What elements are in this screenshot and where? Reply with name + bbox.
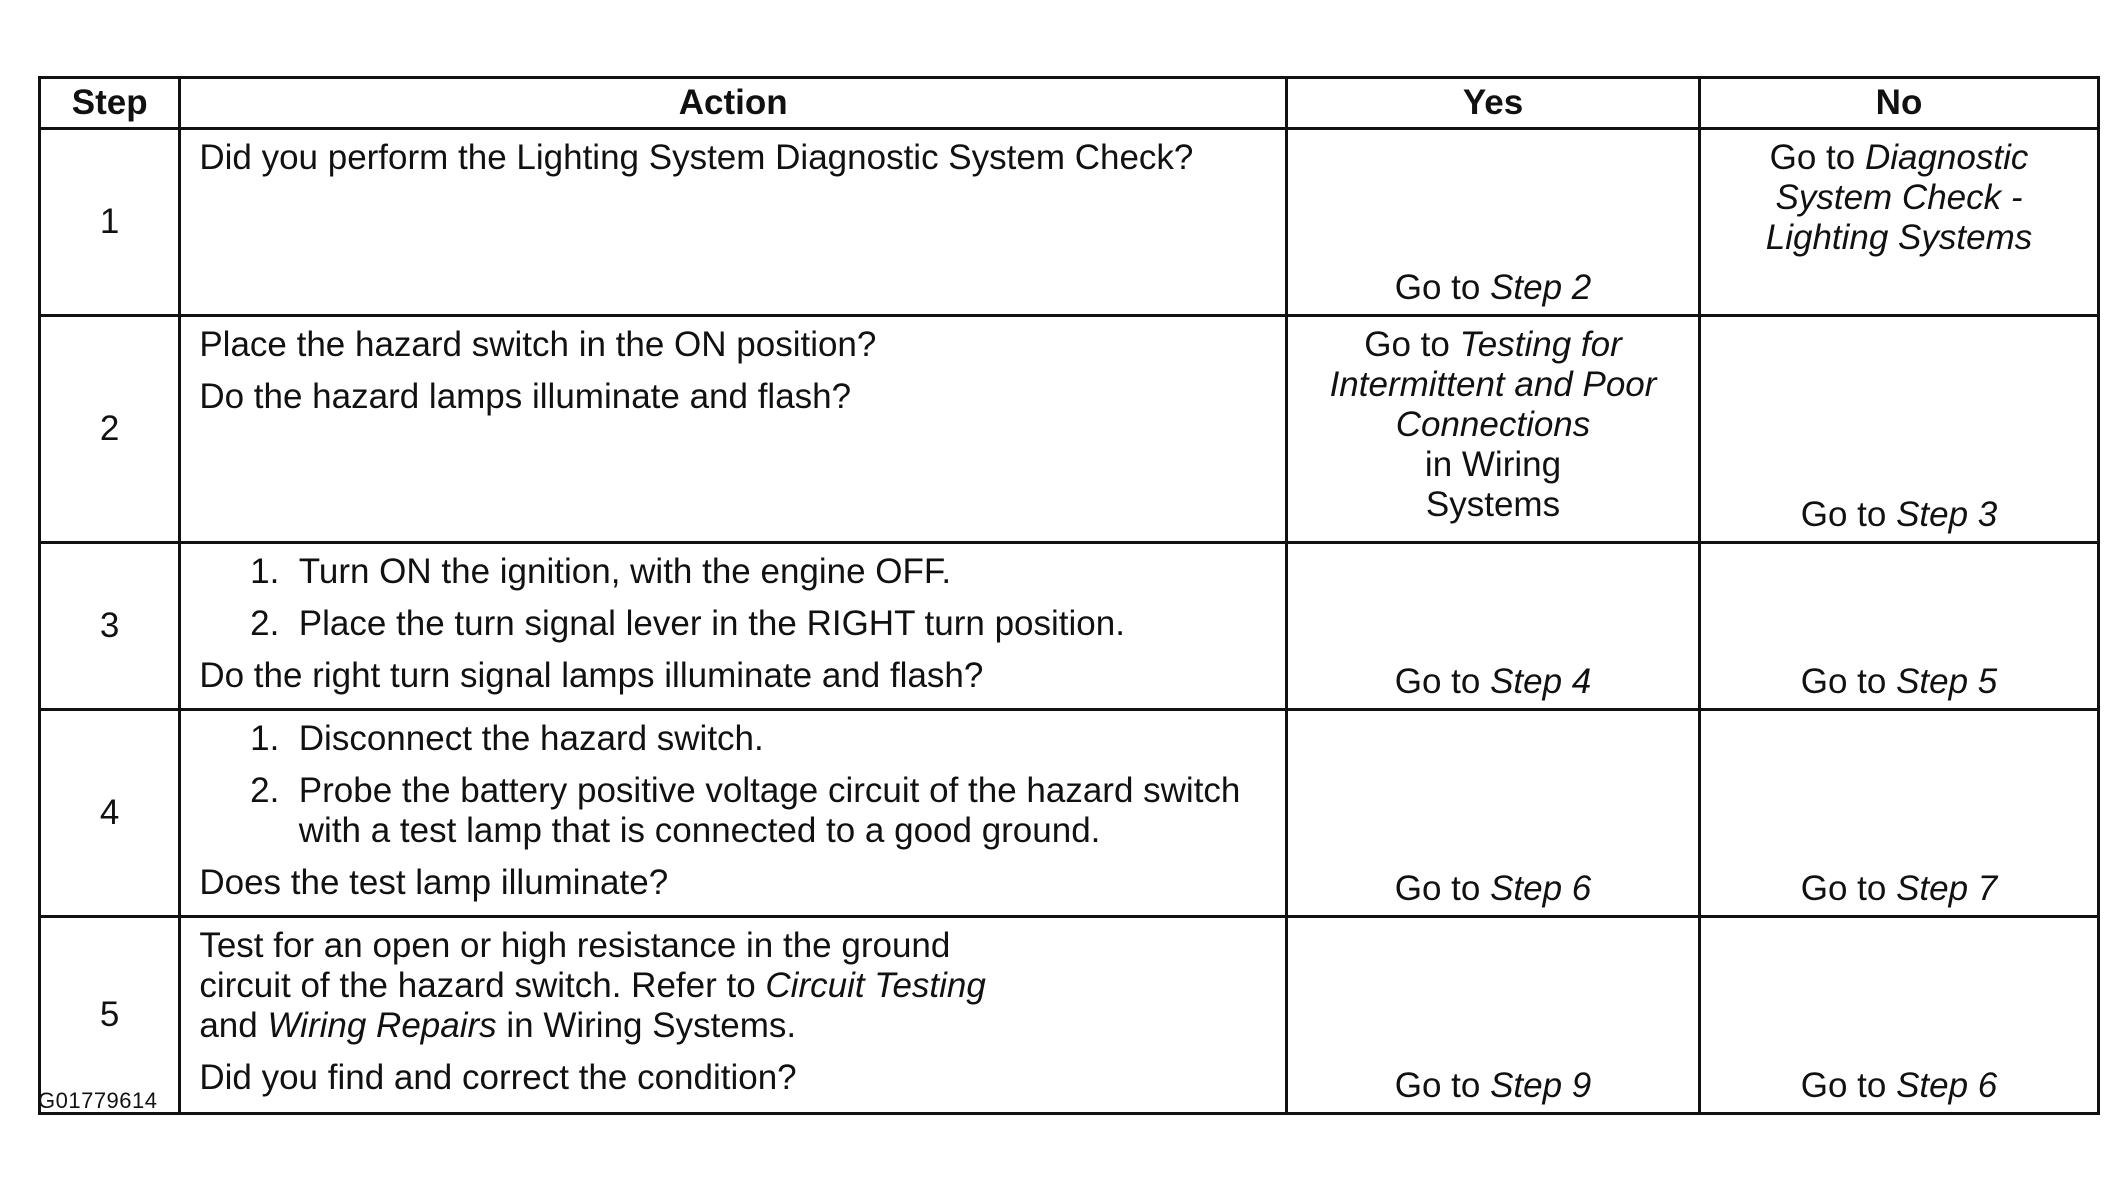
action-cell (180, 710, 1287, 917)
no-link[interactable]: Diagnostic System Check - Lighting Systems (1765, 138, 2033, 257)
action-question: Does the test lamp illuminate? (199, 863, 669, 902)
diagnostic-table (38, 76, 2100, 1115)
list-item (199, 604, 1271, 644)
action-cell (180, 129, 1287, 316)
header-step: Step (40, 78, 180, 129)
yes-link[interactable]: Step 9 (1490, 1066, 1592, 1105)
yes-cell (1287, 917, 1700, 1114)
action-text: Place the hazard switch in the ON position? (199, 325, 877, 364)
no-cell (1700, 543, 2099, 710)
no-prefix: Go to (1800, 869, 1897, 908)
action-question: Do the right turn signal lamps illuminate and flash? (199, 656, 984, 695)
table-row (40, 129, 2099, 316)
list-number: 1. (250, 719, 280, 758)
table-row (40, 316, 2099, 543)
action-cell (180, 917, 1287, 1114)
yes-cell (1287, 316, 1700, 543)
action-text-c: in Wiring Systems. (496, 1006, 797, 1045)
step-number: 2 (40, 316, 180, 543)
no-prefix: Go to (1769, 138, 1865, 177)
no-cell (1700, 129, 2099, 316)
header-row (40, 78, 2099, 129)
header-no: No (1700, 78, 2099, 129)
step-number: 1 (40, 129, 180, 316)
yes-cell (1287, 129, 1700, 316)
action-steps (199, 719, 1271, 851)
no-prefix: Go to (1800, 662, 1897, 701)
action-question: Do the hazard lamps illuminate and flash? (199, 377, 852, 416)
step-number: 4 (40, 710, 180, 917)
table-row (40, 543, 2099, 710)
yes-prefix: Go to (1394, 662, 1491, 701)
no-cell (1700, 316, 2099, 543)
yes-link[interactable]: Step 2 (1490, 268, 1592, 307)
no-cell (1700, 710, 2099, 917)
list-item (199, 552, 1271, 592)
no-link[interactable]: Step 3 (1896, 495, 1998, 534)
list-text: Disconnect the hazard switch. (298, 719, 764, 758)
list-item (199, 719, 1271, 759)
list-number: 1. (250, 552, 280, 591)
list-text: Place the turn signal lever in the RIGHT turn position. (298, 604, 1125, 643)
figure-id: G01779614 (38, 1088, 158, 1113)
yes-link[interactable]: Testing for Intermittent and Poor Connections (1329, 325, 1657, 444)
yes-cell (1287, 543, 1700, 710)
action-text (199, 926, 1271, 1046)
no-link[interactable]: Step 5 (1896, 662, 1998, 701)
list-text: Probe the battery positive voltage circuit of the hazard switch with a test lamp that is connected to a good ground. (298, 771, 1241, 850)
no-link[interactable]: Step 6 (1896, 1066, 1998, 1105)
yes-suffix: in Wiring Systems (1424, 445, 1562, 524)
list-text: Turn ON the ignition, with the engine OFF. (298, 552, 952, 591)
yes-cell (1287, 710, 1700, 917)
action-text-b: and (199, 1006, 268, 1045)
table-row (40, 917, 2099, 1114)
table-row (40, 710, 2099, 917)
action-cell (180, 316, 1287, 543)
action-steps (199, 552, 1271, 644)
step-number: 3 (40, 543, 180, 710)
yes-prefix: Go to (1394, 268, 1491, 307)
circuit-testing-link[interactable]: Circuit Testing (765, 966, 986, 1005)
no-cell (1700, 917, 2099, 1114)
no-prefix: Go to (1800, 1066, 1897, 1105)
yes-link[interactable]: Step 4 (1490, 662, 1592, 701)
action-question: Did you find and correct the condition? (199, 1058, 797, 1097)
header-yes: Yes (1287, 78, 1700, 129)
yes-link[interactable]: Step 6 (1490, 869, 1592, 908)
step-number: 5 (40, 917, 180, 1114)
no-link[interactable]: Step 7 (1896, 869, 1998, 908)
action-text-a: Test for an open or high resistance in the ground circuit of the hazard switch. Refer to (199, 926, 951, 1005)
action-text: Did you perform the Lighting System Diagnostic System Check? (199, 138, 1194, 177)
yes-prefix: Go to (1394, 1066, 1491, 1105)
list-item (199, 771, 1271, 851)
yes-prefix: Go to (1394, 869, 1491, 908)
wiring-repairs-link[interactable]: Wiring Repairs (267, 1006, 497, 1045)
header-action: Action (180, 78, 1287, 129)
yes-prefix: Go to (1364, 325, 1460, 364)
list-number: 2. (250, 604, 280, 643)
list-number: 2. (250, 771, 280, 810)
no-prefix: Go to (1800, 495, 1897, 534)
action-cell (180, 543, 1287, 710)
